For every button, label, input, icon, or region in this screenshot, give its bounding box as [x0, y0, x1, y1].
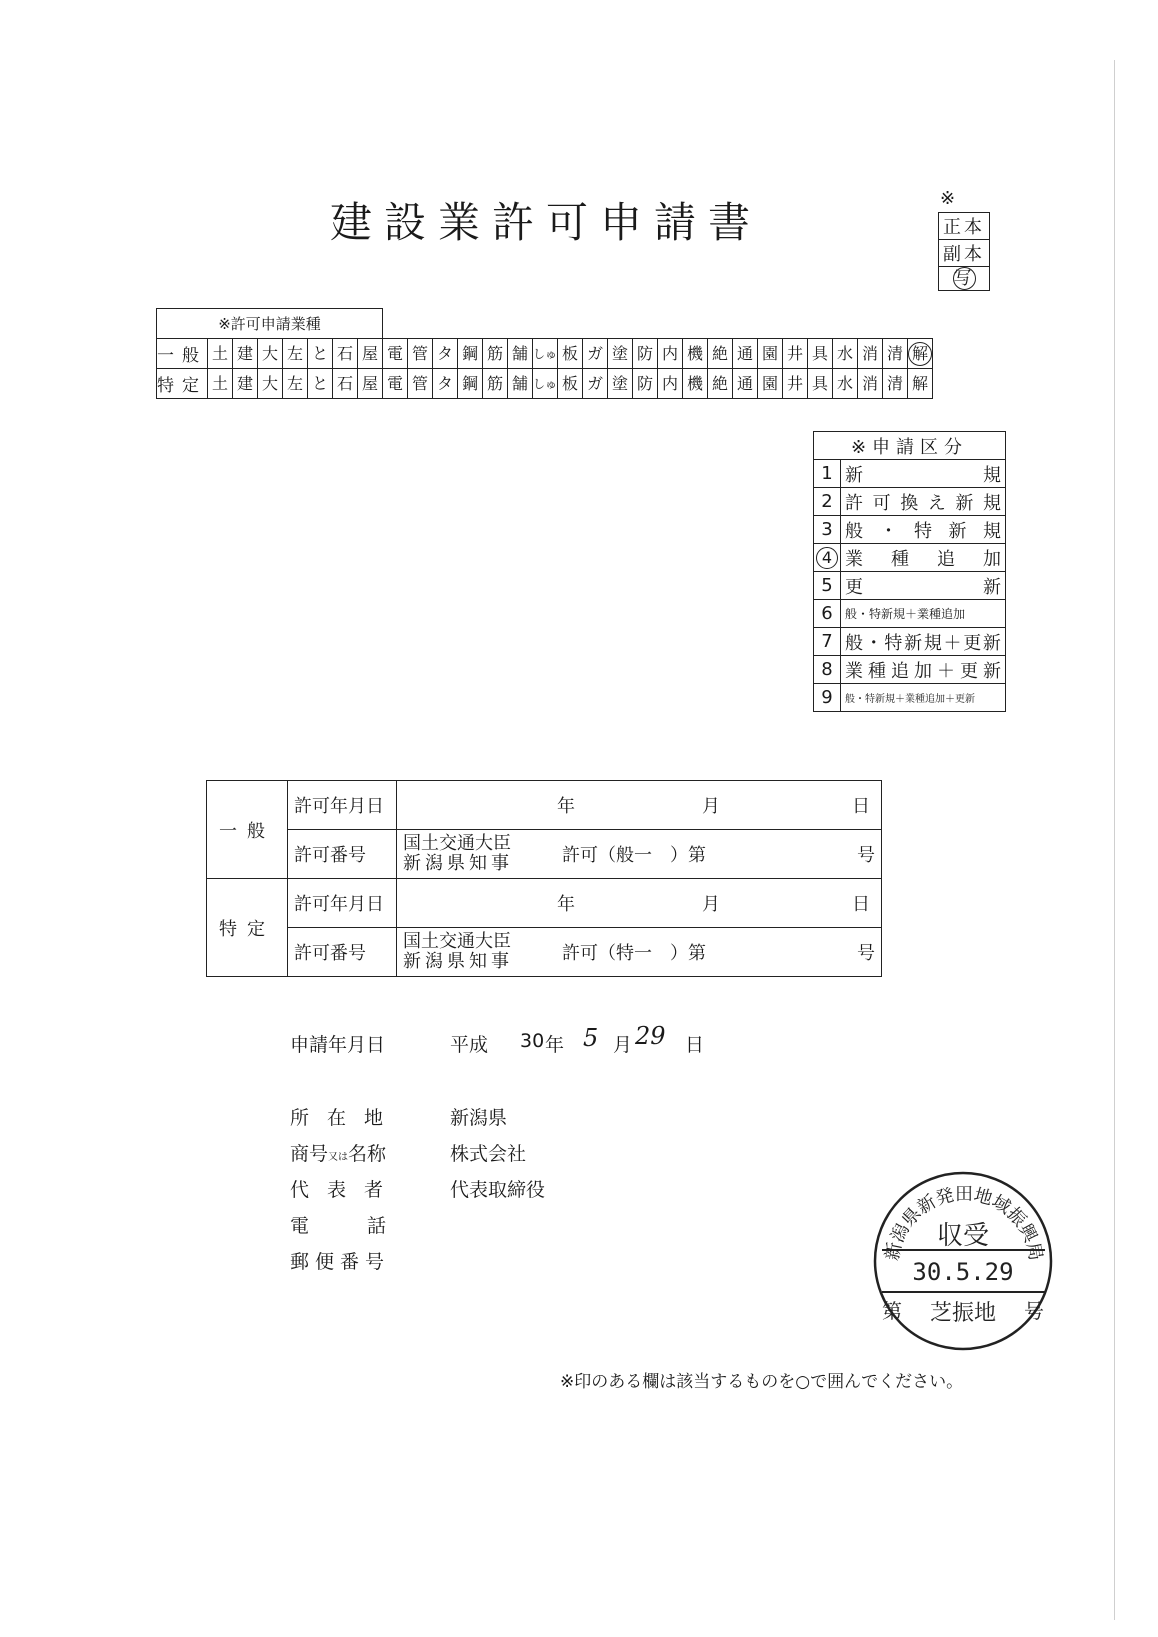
- industry-code: 舗: [511, 343, 528, 363]
- industry-code: ガ: [586, 343, 603, 363]
- category-row[interactable]: [814, 488, 1006, 516]
- industry-code: 筋: [486, 373, 503, 393]
- category-number: 9: [814, 684, 841, 712]
- stamp-bottom-left: 第: [882, 1299, 902, 1323]
- industry-code: 建: [236, 373, 253, 393]
- industry-code: 具: [811, 373, 828, 393]
- stamp-bottom-text: 芝振地: [929, 1301, 997, 1326]
- industry-code: 石: [336, 343, 353, 363]
- industry-cell[interactable]: [858, 339, 883, 369]
- permit-group-general: 一般: [207, 781, 288, 879]
- industry-cell[interactable]: [858, 369, 883, 399]
- industry-cell[interactable]: [208, 369, 233, 399]
- category-row[interactable]: [814, 600, 1006, 628]
- footnote: ※印のある欄は該当するものを○で囲んでください。: [560, 1372, 964, 1392]
- industry-code: 内: [661, 343, 678, 363]
- application-month[interactable]: 5: [583, 1024, 599, 1052]
- industry-cell[interactable]: [258, 369, 283, 399]
- industry-cell[interactable]: [483, 339, 508, 369]
- industry-code: タ: [436, 343, 453, 363]
- category-label: 更 新: [841, 572, 1006, 600]
- industry-cell[interactable]: [883, 369, 908, 399]
- category-row[interactable]: [814, 628, 1006, 656]
- industry-cell[interactable]: [408, 339, 433, 369]
- industry-code: 土: [211, 343, 228, 363]
- industry-cell[interactable]: [733, 339, 758, 369]
- category-number-circled: 4: [816, 547, 838, 569]
- industry-code: 通: [736, 373, 753, 393]
- category-row[interactable]: [814, 516, 1006, 544]
- industry-header: ※許可申請業種: [157, 309, 383, 339]
- stamp-bottom-right: 号: [1024, 1299, 1044, 1323]
- category-label: 許 可 換 え 新 規: [841, 488, 1006, 516]
- category-label: 業 種 追 加 ＋ 更 新: [841, 656, 1006, 684]
- industry-cell[interactable]: [433, 369, 458, 399]
- receipt-stamp: [870, 1168, 1055, 1353]
- postal-code-label: 郵便番号: [290, 1251, 391, 1273]
- stamp-office-name: 新潟県新発田地域振興局: [881, 1184, 1047, 1263]
- category-number: 1: [814, 460, 841, 488]
- company-name-label: 商号又は名称: [290, 1143, 387, 1165]
- industry-code: 屋: [361, 373, 378, 393]
- permit-date-field[interactable]: 年 月 日: [397, 781, 882, 830]
- category-row[interactable]: [814, 544, 1006, 572]
- address-value[interactable]: 新潟県: [450, 1107, 508, 1129]
- industry-code: 絶: [711, 373, 728, 393]
- permit-number-label: 許可番号: [288, 830, 397, 879]
- copy-box-mark: ※: [940, 188, 956, 209]
- industry-code: ガ: [586, 373, 603, 393]
- category-number: 7: [814, 628, 841, 656]
- industry-cell[interactable]: [908, 369, 933, 399]
- industry-row-general: [157, 339, 933, 369]
- permit-group-specific: 特定: [207, 879, 288, 977]
- industry-row-label: 特定: [157, 369, 208, 399]
- industry-cell[interactable]: [558, 369, 583, 399]
- industry-code: 建: [236, 343, 253, 363]
- industry-cell[interactable]: [258, 339, 283, 369]
- category-label: 般・特新規＋業種追加: [841, 600, 1006, 628]
- application-category-table: [813, 431, 1006, 712]
- industry-cell[interactable]: [458, 369, 483, 399]
- permit-table: [206, 780, 882, 977]
- category-number: [814, 544, 841, 572]
- industry-code: 塗: [611, 373, 628, 393]
- industry-code: 具: [811, 343, 828, 363]
- industry-cell[interactable]: [833, 369, 858, 399]
- industry-cell[interactable]: [358, 369, 383, 399]
- copy-type-box: [938, 212, 990, 291]
- industry-cell[interactable]: [608, 369, 633, 399]
- industry-cell[interactable]: [583, 339, 608, 369]
- industry-cell[interactable]: [558, 339, 583, 369]
- industry-table: [156, 308, 933, 399]
- category-label: 般 ・ 特 新 規 ＋ 更 新: [841, 628, 1006, 656]
- industry-cell[interactable]: [458, 339, 483, 369]
- industry-cell[interactable]: [633, 339, 658, 369]
- industry-code-circled: 解: [908, 342, 932, 366]
- representative-label: 代表者: [290, 1179, 402, 1201]
- industry-cell[interactable]: [633, 369, 658, 399]
- industry-cell[interactable]: [658, 339, 683, 369]
- address-label: 所在地: [290, 1107, 402, 1129]
- industry-cell[interactable]: [508, 339, 533, 369]
- industry-cell[interactable]: [433, 339, 458, 369]
- industry-code: 筋: [486, 343, 503, 363]
- industry-code: 絶: [711, 343, 728, 363]
- industry-code: 大: [261, 343, 278, 363]
- industry-cell[interactable]: [758, 369, 783, 399]
- industry-code: タ: [436, 373, 453, 393]
- industry-code: しゅ: [533, 376, 558, 391]
- industry-code: と: [311, 343, 328, 363]
- industry-code: 水: [836, 343, 853, 363]
- industry-code: 井: [786, 343, 803, 363]
- page-edge: [1114, 60, 1115, 1620]
- application-day[interactable]: 29: [635, 1022, 666, 1050]
- industry-cell[interactable]: [383, 369, 408, 399]
- stamp-center-text: 収受: [936, 1221, 990, 1251]
- category-row[interactable]: [814, 460, 1006, 488]
- industry-code: 左: [286, 373, 303, 393]
- document-title: 建設業許可申請書: [330, 198, 763, 247]
- application-date-label: 申請年月日: [290, 1034, 386, 1056]
- category-label: 般 ・ 特 新 規: [841, 516, 1006, 544]
- permit-authority: 国土交通大臣 新潟県知事: [403, 833, 513, 874]
- industry-code: 塗: [611, 343, 628, 363]
- industry-cell[interactable]: [333, 339, 358, 369]
- industry-code: 鋼: [461, 343, 478, 363]
- industry-code: 通: [736, 343, 753, 363]
- representative-value[interactable]: 代表取締役: [450, 1179, 546, 1201]
- industry-code: 電: [386, 373, 403, 393]
- industry-cell[interactable]: [283, 339, 308, 369]
- industry-code: しゅ: [533, 346, 558, 361]
- permit-date-label: 許可年月日: [288, 879, 397, 928]
- industry-cell[interactable]: [908, 339, 933, 369]
- permit-number-label: 許可番号: [288, 928, 397, 977]
- industry-code: 左: [286, 343, 303, 363]
- industry-code: 屋: [361, 343, 378, 363]
- industry-code: 大: [261, 373, 278, 393]
- industry-code: 園: [761, 373, 778, 393]
- industry-cell[interactable]: [808, 369, 833, 399]
- industry-code: 防: [636, 373, 653, 393]
- industry-code: 清: [886, 373, 903, 393]
- permit-number-field[interactable]: 国土交通大臣 新潟県知事 許可（特一 ）第 号: [397, 928, 882, 977]
- industry-cell[interactable]: [783, 339, 808, 369]
- industry-cell[interactable]: [233, 369, 258, 399]
- industry-code: 清: [886, 343, 903, 363]
- industry-code: 鋼: [461, 373, 478, 393]
- industry-row-specific: [157, 369, 933, 399]
- category-number: 2: [814, 488, 841, 516]
- industry-code: 土: [211, 373, 228, 393]
- industry-code: 水: [836, 373, 853, 393]
- industry-code: と: [311, 373, 328, 393]
- industry-cell[interactable]: [708, 339, 733, 369]
- application-month-unit: 月: [613, 1034, 633, 1056]
- category-row[interactable]: [814, 684, 1006, 712]
- industry-cell[interactable]: [658, 369, 683, 399]
- industry-code: 園: [761, 343, 778, 363]
- industry-cell[interactable]: [333, 369, 358, 399]
- company-name-value[interactable]: 株式会社: [450, 1143, 527, 1165]
- permit-number-field[interactable]: 国土交通大臣 新潟県知事 許可（般一 ）第 号: [397, 830, 882, 879]
- industry-code: 舗: [511, 373, 528, 393]
- category-label: 業 種 追 加: [841, 544, 1006, 572]
- industry-cell[interactable]: [283, 369, 308, 399]
- industry-cell[interactable]: [358, 339, 383, 369]
- industry-cell[interactable]: [733, 369, 758, 399]
- industry-cell[interactable]: [758, 339, 783, 369]
- industry-cell[interactable]: [683, 339, 708, 369]
- circled-copy-mark: 写: [953, 268, 975, 289]
- industry-cell[interactable]: [208, 339, 233, 369]
- industry-code: 板: [561, 343, 578, 363]
- application-year-unit: 年: [545, 1034, 565, 1056]
- industry-cell[interactable]: [483, 369, 508, 399]
- industry-code: 機: [686, 373, 703, 393]
- category-label: 新 規: [841, 460, 1006, 488]
- industry-cell[interactable]: [533, 339, 558, 369]
- industry-cell[interactable]: [508, 369, 533, 399]
- industry-code: 消: [861, 343, 878, 363]
- industry-cell[interactable]: [808, 339, 833, 369]
- industry-code: 消: [861, 373, 878, 393]
- category-number: 5: [814, 572, 841, 600]
- application-day-unit: 日: [685, 1034, 705, 1056]
- industry-cell[interactable]: [683, 369, 708, 399]
- phone-label: 電話: [290, 1215, 445, 1237]
- copy-duplicate-label: 副本: [939, 240, 990, 267]
- stamp-date: 30.5.29: [912, 1258, 1014, 1286]
- industry-code: 内: [661, 373, 678, 393]
- permit-date-label: 許可年月日: [288, 781, 397, 830]
- industry-code: 板: [561, 373, 578, 393]
- industry-cell[interactable]: [583, 369, 608, 399]
- category-row[interactable]: [814, 656, 1006, 684]
- category-number: 3: [814, 516, 841, 544]
- industry-cell[interactable]: [233, 339, 258, 369]
- industry-code: 管: [411, 343, 428, 363]
- copy-copy-label[interactable]: [939, 267, 990, 291]
- category-header: ※申請区分: [814, 432, 1006, 460]
- permit-authority: 国土交通大臣 新潟県知事: [403, 931, 513, 972]
- category-row[interactable]: [814, 572, 1006, 600]
- category-number: 6: [814, 600, 841, 628]
- industry-code: 電: [386, 343, 403, 363]
- category-label: 般・特新規＋業種追加＋更新: [841, 684, 1006, 712]
- industry-cell[interactable]: [783, 369, 808, 399]
- industry-code: 井: [786, 373, 803, 393]
- industry-code: 管: [411, 373, 428, 393]
- industry-cell[interactable]: [608, 339, 633, 369]
- category-number: 8: [814, 656, 841, 684]
- industry-cell[interactable]: [383, 339, 408, 369]
- application-year[interactable]: 30: [520, 1030, 545, 1052]
- application-era: 平成: [450, 1034, 489, 1056]
- industry-cell[interactable]: [833, 339, 858, 369]
- permit-date-field[interactable]: 年 月 日: [397, 879, 882, 928]
- industry-cell[interactable]: [308, 369, 333, 399]
- industry-cell[interactable]: [408, 369, 433, 399]
- industry-row-label: 一般: [157, 339, 208, 369]
- copy-original-label: 正本: [939, 213, 990, 240]
- industry-code: 機: [686, 343, 703, 363]
- industry-cell[interactable]: [533, 369, 558, 399]
- industry-code: 石: [336, 373, 353, 393]
- industry-code: 解: [911, 373, 928, 393]
- industry-cell[interactable]: [883, 339, 908, 369]
- industry-cell[interactable]: [708, 369, 733, 399]
- industry-code: 防: [636, 343, 653, 363]
- industry-cell[interactable]: [308, 339, 333, 369]
